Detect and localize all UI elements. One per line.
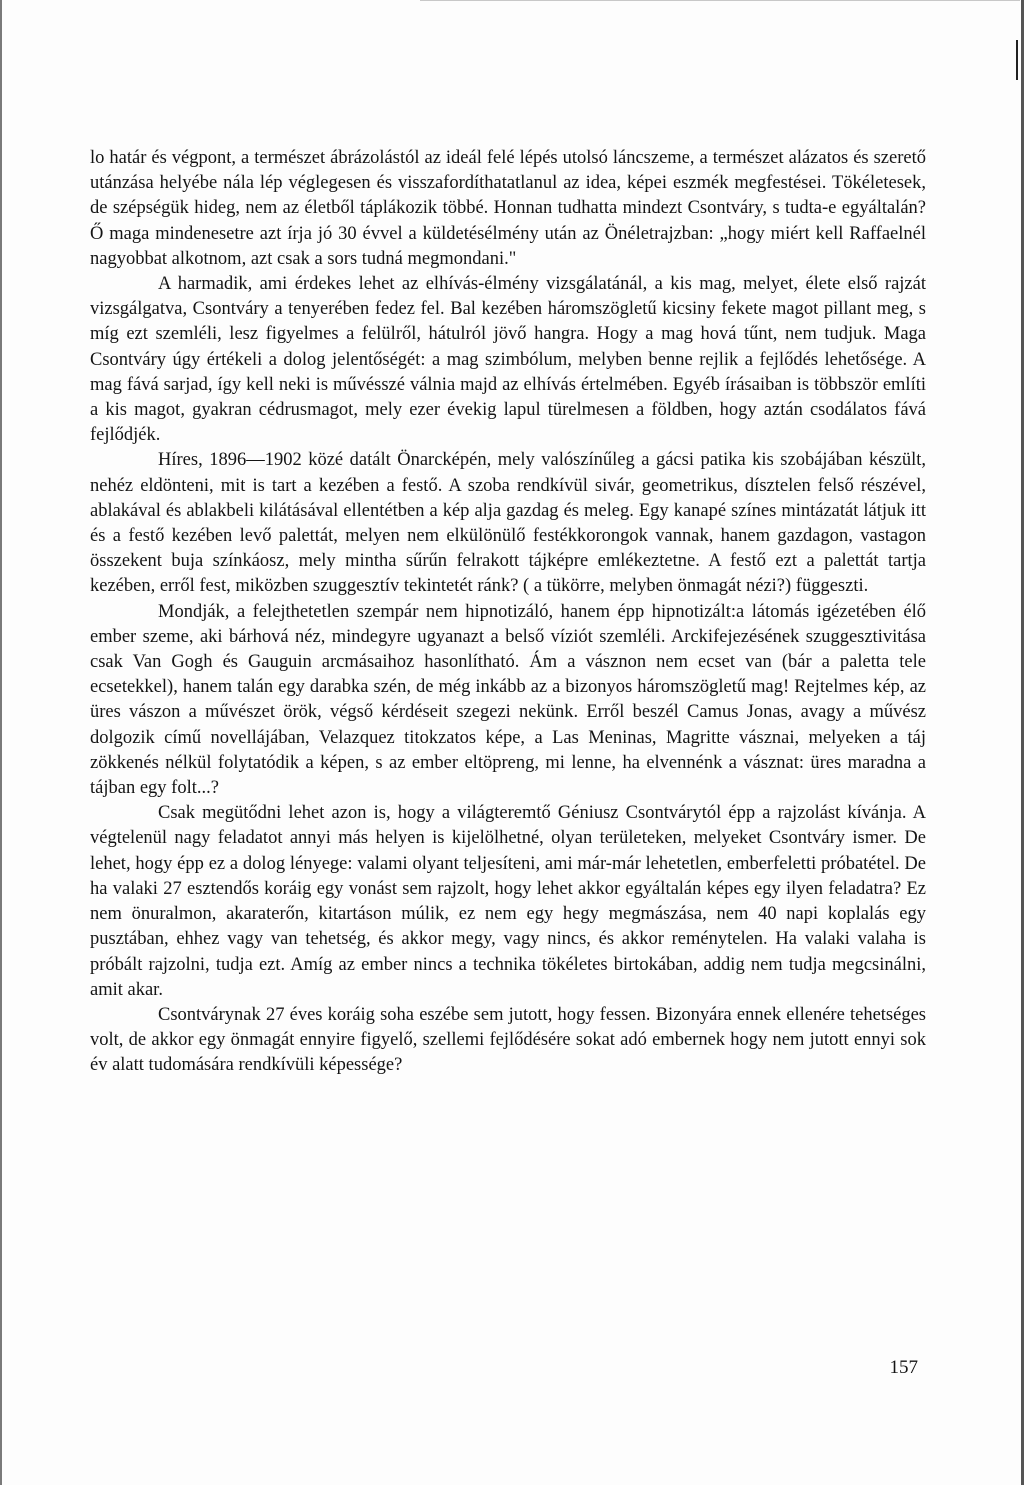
scan-top-edge xyxy=(420,0,1020,1)
scan-left-edge xyxy=(0,0,2,1485)
page-number: 157 xyxy=(889,1357,918,1378)
paragraph-1: lo határ és végpont, a természet ábrázolástól az ideál felé lépés utolsó láncszeme, a természet alázatos és szerető utánzása helyébe nála lép véglegesen és visszafordíthatatlanul az idea, képei eszmék megfestései. Tökéletesek, de szépségük hideg, nem az életből táplákozik többé. Honnan tudhatta mindezt Csontváry, s tudta-e egyáltalán? Ő maga mindenesetre azt írja jó 30 évvel a küldetésélmény után az Önéletrajzban: „hogy miért kell Raffaelnél nagyobbat alkotnom, azt csak a sors tudná megmondani." xyxy=(90,148,926,269)
scan-edge-mark xyxy=(1016,40,1018,80)
paragraph-4: Mondják, a felejthetetlen szempár nem hipnotizáló, hanem épp hipnotizált:a látomás igézetében élő ember szeme, aki bárhová néz, mindegyre ugyanazt a belső víziót szemléli. Arckifejezésének szuggesztivitása csak Van Gogh és Gauguin arcmásaihoz hasonlítható. Ám a vásznon nem ecset van (bár a paletta tele ecsetekkel), hanem talán egy darabka szén, de még inkább az a bizonyos háromszögletű mag! Rejtelmes kép, az üres vászon a művészet örök, végső kérdéseit szegezi nekünk. Erről beszél Camus Jonas, avagy a művész dolgozik című novellájában, Velazquez titokzatos képe, a Las Meninas, Magritte vásznai, melyeken a táj zökkenés nélkül folytatódik a képen, s az ember eltöpreng, mi lenne, ha elvennénk a vásznat: üres maradna a tájban egy folt...? xyxy=(90,601,926,799)
body-text xyxy=(90,146,926,1079)
paragraph-5: Csak megütődni lehet azon is, hogy a világteremtő Géniusz Csontvárytól épp a rajzolást kívánja. A végtelenül nagy feladatot annyi más helyen is kijelölhetné, olyan területeken, melyeket Csontváry ismer. De lehet, hogy épp ez a dolog lényege: valami olyant teljesíteni, ami már-már lehetetlen, emberfeletti próbatétel. De ha valaki 27 esztendős koráig egy vonást sem rajzolt, hogy lehet akkor egyáltalán képes egy ilyen feladatra? Ez nem önuralmon, akaraterőn, kitartáson múlik, ez nem egy hegy megmászása, nem 40 napi koplalás egy pusztában, ehhez vagy van tehetség, és akkor megy, vagy nincs, és akkor reménytelen. Ha valaki valaha is próbált rajzolni, tudja ezt. Amíg az ember nincs a technika tökéletes birtokában, addig nem tudja megcsinálni, amit akar. xyxy=(90,803,926,1000)
paragraph-6: Csontvárynak 27 éves koráig soha eszébe sem jutott, hogy fessen. Bizonyára ennek ellenére tehetséges volt, de akkor egy önmagát ennyire figyelő, szellemi fejlődésére sokat adó embernek hogy nem jutott ennyi sok év alatt tudomására rendkívüli képessége? xyxy=(90,1004,926,1076)
paragraph-2: A harmadik, ami érdekes lehet az elhívás-élmény vizsgálatánál, a kis mag, melyet, élete első rajzát vizsgálgatva, Csontváry a tenyerében fedez fel. Bal kezében háromszögletű kicsiny fekete magot pillant meg, s míg ezt szemléli, lesz figyelmes a felülről, hátulról jövő hangra. Hogy a mag hová tűnt, nem tudjuk. Maga Csontváry úgy értékeli a dolog jelentőségét: a mag szimbólum, melyben benne rejlik a fejlődés lehetősége. A mag fává sarjad, így kell neki is művésszé válnia majd az elhívás értelmében. Egyéb írásaiban is többször említi a kis magot, gyakran cédrusmagot, mely ezer évekig lapul türelmesen a földben, hogy aztán csodálatos fává fejlődjék. xyxy=(90,274,926,446)
paragraph-3: Híres, 1896—1902 közé datált Önarcképén, mely valószínűleg a gácsi patika kis szobájában készült, nehéz eldönteni, mit is tart a kezében a festő. A szoba rendkívül sivár, geometrikus, dísztelen felső részével, ablakával és ablakbeli kilátásával ellentétben a kép alja gazdag és meleg. Egy kanapé színes mintázatát látjuk itt és a festő kezében levő palettát, melyen nem elkülönülő festékkorongok vannak, hanem gazdagon, vastagon összekent buja színkáosz, mely mintha sűrűn felrakott tájképre emlékeztetne. A festő ezt a palettát tartja kezében, erről fest, miközben szuggesztív tekintetét ránk? ( a tükörre, melyben önmagát nézi?) függeszti. xyxy=(90,450,926,597)
